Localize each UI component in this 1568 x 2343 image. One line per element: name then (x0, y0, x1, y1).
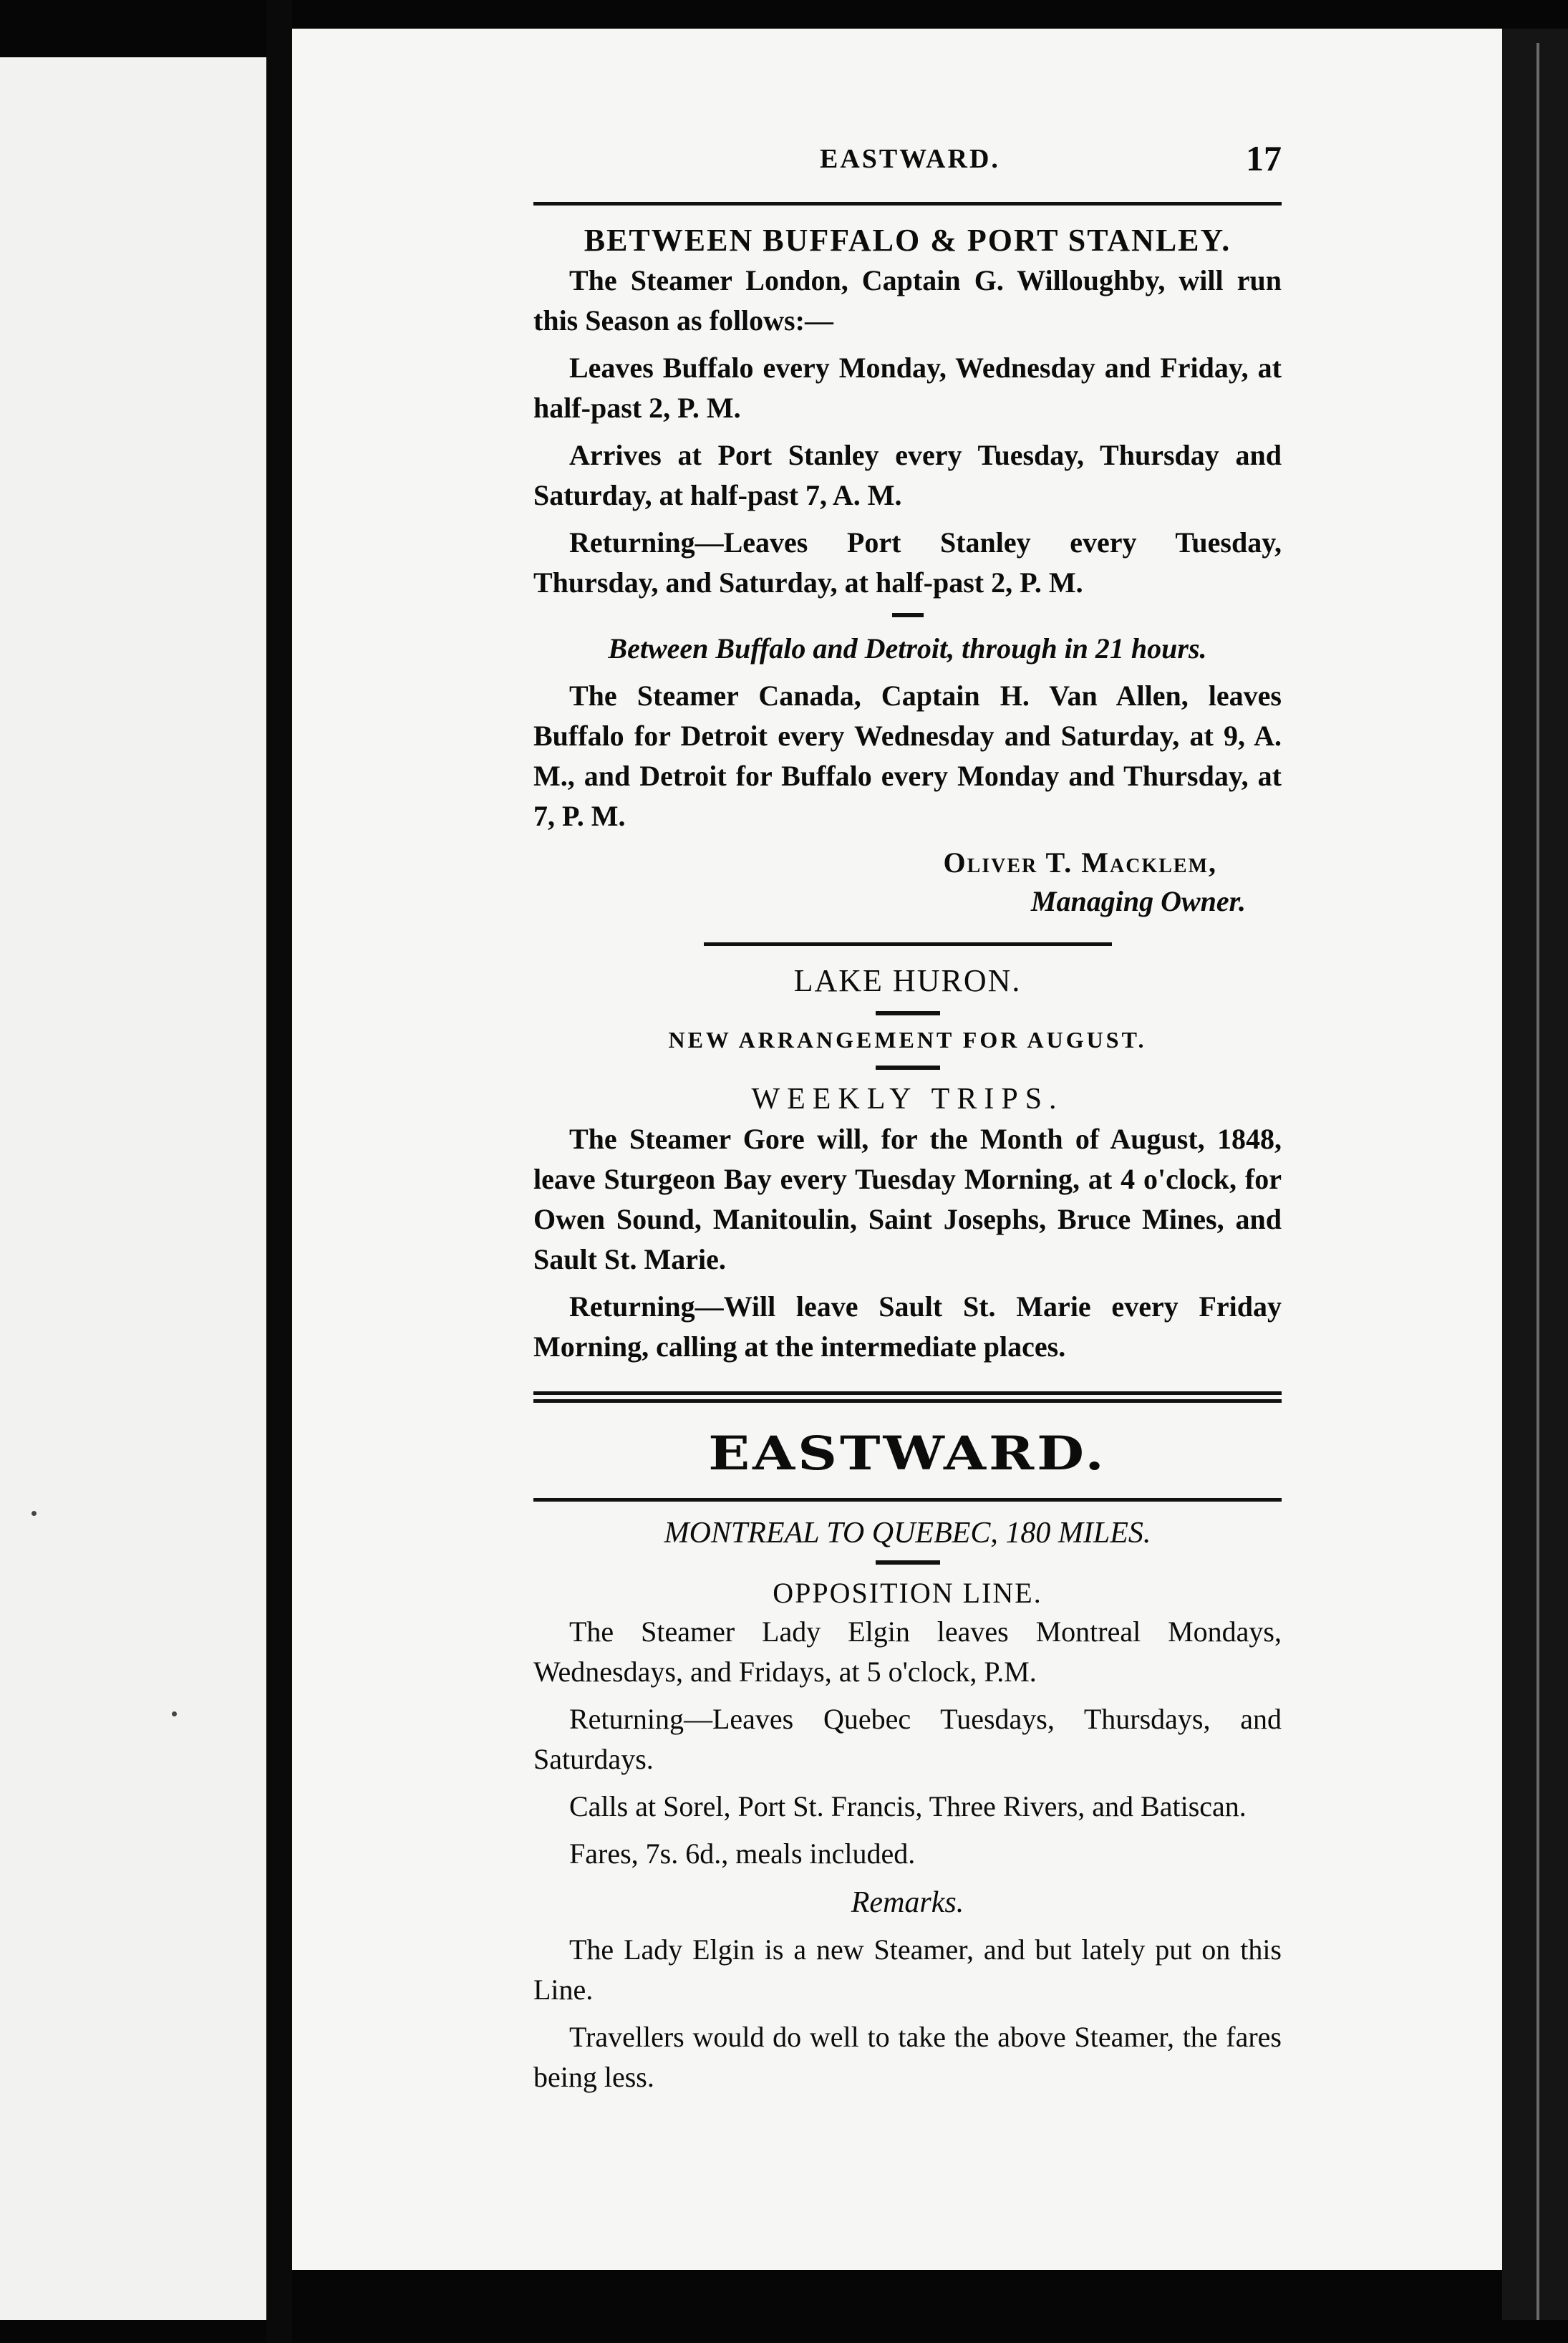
divider (892, 613, 924, 617)
paragraph: Returning—Leaves Port Stanley every Tuesday, Thursday, and Saturday, at half-past 2, P. M. (533, 526, 1282, 599)
section-heading-lake-huron: LAKE HURON. (793, 963, 1022, 999)
signature (533, 844, 1246, 921)
paragraph: Travellers would do well to take the above Steamer, the fares being less. (533, 2020, 1282, 2093)
paragraph: The Steamer Canada, Captain H. Van Allen, leaves Buffalo for Detroit every Wednesday and Saturday, at 9, A. M., and Detroit for Buffalo every Monday and Thursday, at 7, P. M. (533, 680, 1282, 833)
ink-speck (32, 1511, 37, 1516)
paragraph: Arrives at Port Stanley every Tuesday, Thursday and Saturday, at half-past 7, A. M. (533, 439, 1282, 512)
facing-page (0, 57, 271, 2320)
ink-speck (172, 1711, 177, 1716)
paragraph: The Lady Elgin is a new Steamer, and but lately put on this Line. (533, 1933, 1282, 2006)
double-rule (533, 1391, 1282, 1403)
paragraph: Returning—Will leave Sault St. Marie every Friday Morning, calling at the intermediate places. (533, 1290, 1282, 1363)
text-column (533, 138, 1282, 2105)
divider (876, 1560, 940, 1565)
book-gutter (266, 0, 292, 2343)
subheading-buffalo-detroit: Between Buffalo and Detroit, through in 21 hours. (608, 632, 1207, 665)
running-title: EASTWARD. (820, 144, 1000, 174)
paragraph: The Steamer Gore will, for the Month of August, 1848, leave Sturgeon Bay every Tuesday Morning, at 4 o'clock, for Owen Sound, Manitoulin, Saint Josephs, Bruce Mines, and Sault St. Marie. (533, 1122, 1282, 1275)
signature-role: Managing Owner. (1030, 885, 1246, 918)
signature-name: Oliver T. Macklem, (943, 846, 1217, 879)
divider (876, 1011, 940, 1015)
running-header (533, 138, 1282, 202)
divider (876, 1066, 940, 1070)
paragraph: The Steamer Lady Elgin leaves Montreal Mondays, Wednesdays, and Fridays, at 5 o'clock, P.M. (533, 1615, 1282, 1688)
section-heading-buffalo-port-stanley: BETWEEN BUFFALO & PORT STANLEY. (584, 223, 1231, 258)
section-rule (704, 942, 1112, 946)
opposition-line-heading: OPPOSITION LINE. (773, 1576, 1042, 1609)
paragraph: Calls at Sorel, Port St. Francis, Three Rivers, and Batiscan. (569, 1789, 1247, 1822)
paragraph: Returning—Leaves Quebec Tuesdays, Thursdays, and Saturdays. (533, 1702, 1282, 1775)
paragraph: Fares, 7s. 6d., meals included. (569, 1837, 916, 1870)
page-edge (1502, 29, 1568, 2320)
page-number: 17 (1246, 138, 1282, 178)
remarks-heading: Remarks. (851, 1885, 964, 1919)
route-heading: MONTREAL TO QUEBEC, 180 MILES. (664, 1516, 1151, 1550)
paragraph: Leaves Buffalo every Monday, Wednesday and Friday, at half-past 2, P. M. (533, 352, 1282, 425)
page-edge-line (1536, 43, 1539, 2320)
eastward-title: EASTWARD. (708, 1426, 1107, 1480)
paragraph: The Steamer London, Captain G. Willoughby, will run this Season as follows:— (533, 264, 1282, 337)
title-rule (533, 1498, 1282, 1502)
weekly-trips-heading: WEEKLY TRIPS. (751, 1082, 1064, 1116)
arrangement-heading: NEW ARRANGEMENT FOR AUGUST. (668, 1027, 1147, 1053)
